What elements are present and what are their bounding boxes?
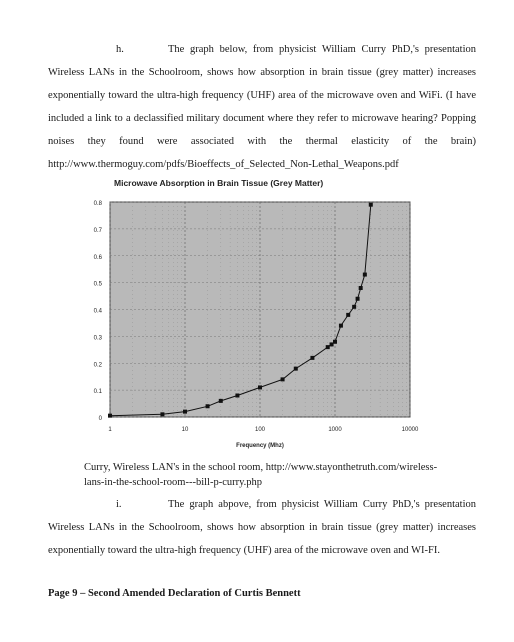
absorption-chart xyxy=(93,178,430,449)
paragraph-i-label: i. xyxy=(116,499,122,510)
data-point xyxy=(258,385,262,389)
data-point xyxy=(356,297,360,301)
y-tick-label: 0.4 xyxy=(93,308,102,315)
y-tick-label: 0.2 xyxy=(93,362,102,369)
y-tick-label: 0.5 xyxy=(93,281,102,288)
x-tick-label: 100 xyxy=(254,427,266,433)
data-point xyxy=(281,377,285,381)
paragraph-i-text: The graph abpove, from physicist William Curry PhD,'s presentation Wireless LANs in the Schoolroom, shows how absorption in brain tissue (grey matter) increases exponentially toward the ultra-high frequency (UHF) area of the microwave oven and WI-FI. xyxy=(48,499,476,556)
data-point xyxy=(326,345,330,349)
x-tick-label: 10000 xyxy=(401,427,419,433)
y-tick-label: 0.6 xyxy=(93,254,102,261)
data-point xyxy=(294,367,298,371)
x-axis-label: Frequency (Mhz) xyxy=(236,443,284,449)
data-point xyxy=(339,324,343,328)
data-point xyxy=(206,404,210,408)
chart-title: Microwave Absorption in Brain Tissue (Grey Matter) xyxy=(114,178,324,188)
data-point xyxy=(235,394,239,398)
data-point xyxy=(160,412,164,416)
data-point xyxy=(330,342,334,346)
chart-svg xyxy=(93,178,430,449)
paragraph-h-label: h. xyxy=(116,44,124,55)
data-point xyxy=(352,305,356,309)
data-point xyxy=(108,414,112,418)
page-footer: Page 9 – Second Amended Declaration of Curtis Bennett xyxy=(48,588,301,599)
data-point xyxy=(219,399,223,403)
y-tick-label: 0.3 xyxy=(93,335,102,342)
data-point xyxy=(333,340,337,344)
paragraph-h-text: The graph below, from physicist William Curry PhD,'s presentation Wireless LANs in the Schoolroom, shows how absorption in brain tissue (grey matter) increases exponentially toward the ultra-high frequency (UHF) area of the microwave oven and WiFi. (I have included a link to a declassified military document where they refer to microwave hearing? Popping noises they found were associated with the thermal elasticity of the brain) http://www.thermoguy.com/pdfs/Bioeffects_of_Selected_Non-Lethal_Weapons.pdf xyxy=(48,44,476,170)
chart-caption: Curry, Wireless LAN's in the school room, http://www.stayonthetruth.com/wireless-lans-in-the-school-room---bill-p-curry.php xyxy=(84,462,438,488)
y-tick-label: 0.8 xyxy=(93,201,102,207)
data-point xyxy=(363,273,367,277)
x-tick-label: 1000 xyxy=(328,427,342,433)
data-point xyxy=(346,313,350,317)
x-tick-label: 10 xyxy=(181,427,189,433)
y-tick-label: 0.7 xyxy=(93,227,102,234)
y-tick-label: 0 xyxy=(98,416,102,422)
data-point xyxy=(310,356,314,360)
paragraph-i xyxy=(48,493,476,562)
x-tick-label: 1 xyxy=(108,427,112,433)
data-point xyxy=(183,410,187,414)
data-point xyxy=(359,286,363,290)
y-tick-label: 0.1 xyxy=(93,389,102,396)
paragraph-h xyxy=(48,38,476,176)
data-point xyxy=(369,203,373,207)
